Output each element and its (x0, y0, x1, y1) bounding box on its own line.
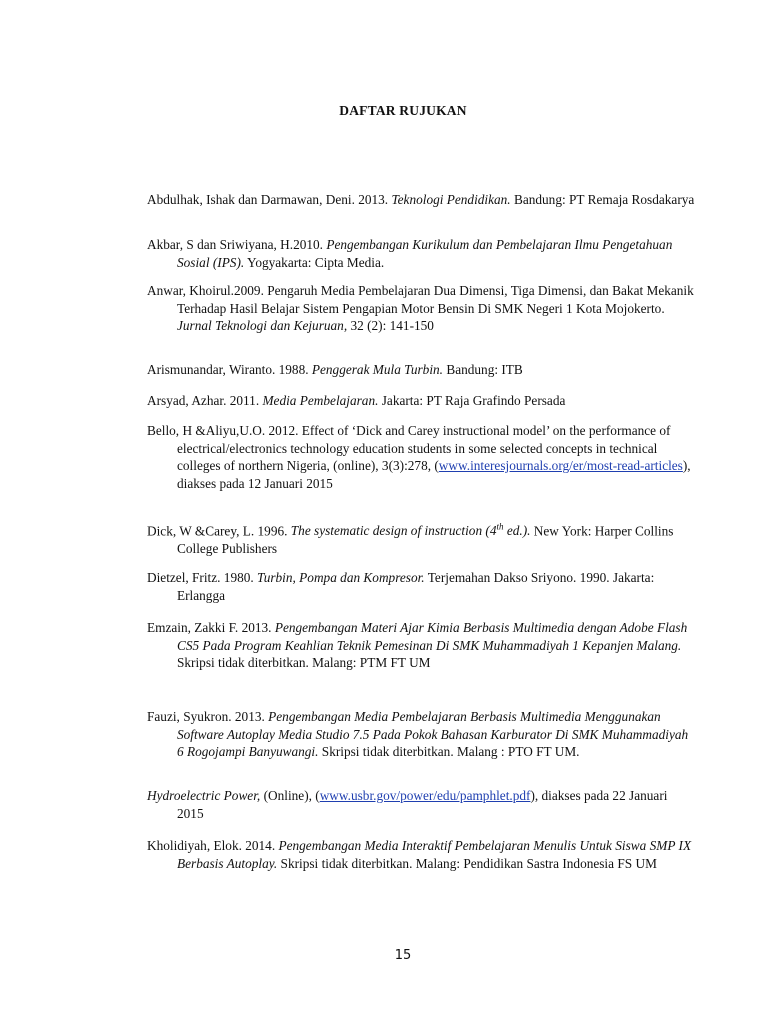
reference-entry: Emzain, Zakki F. 2013. Pengembangan Materi Ajar Kimia Berbasis Multimedia dengan Adobe Flash CS5 Pada Program Keahlian Teknik Pemesinan Di SMK Muhammadiyah 1 Kepanjen Malang. Skripsi tidak diterbitkan. Malang: PTM FT UM (147, 620, 688, 670)
reference-entry: Anwar, Khoirul.2009. Pengaruh Media Pembelajaran Dua Dimensi, Tiga Dimensi, dan Bakat Mekanik Terhadap Hasil Belajar Sistem Pengapian Motor Bensin Di SMK Negeri 1 Kota Mojokerto. Jurnal Teknologi dan Kejuruan, 32 (2): 141-150 (147, 283, 694, 333)
reference-entry: Akbar, S dan Sriwiyana, H.2010. Pengembangan Kurikulum dan Pembelajaran Ilmu Pengetahuan Sosial (IPS). Yogyakarta: Cipta Media. (147, 237, 673, 270)
reference-link[interactable]: www.interesjournals.org/er/most-read-articles (438, 458, 683, 473)
reference-entry: Arismunandar, Wiranto. 1988. Penggerak Mula Turbin. Bandung: ITB (147, 362, 523, 377)
reference-entry: Hydroelectric Power, (Online), (www.usbr.gov/power/edu/pamphlet.pdf), diakses pada 22 Januari 2015 (147, 788, 668, 821)
reference-entry: Dick, W &Carey, L. 1996. The systematic design of instruction (4th ed.). New York: Harper Collins College Publishers (147, 522, 674, 556)
reference-entry: Dietzel, Fritz. 1980. Turbin, Pompa dan Kompresor. Terjemahan Dakso Sriyono. 1990. Jakarta: Erlangga (147, 570, 655, 603)
page-title: DAFTAR RUJUKAN (339, 103, 467, 118)
reference-entry: Arsyad, Azhar. 2011. Media Pembelajaran. Jakarta: PT Raja Grafindo Persada (147, 393, 566, 408)
reference-entry: Bello, H &Aliyu,U.O. 2012. Effect of ‘Dick and Carey instructional model’ on the performance of electrical/electronics technology education students in some selected concepts in technical colleges of northern Nigeria, (online), 3(3):278, (www.interesjournals.org/er/most-read-articles), diakses pada 12 Januari 2015 (147, 423, 691, 491)
reference-entry: Abdulhak, Ishak dan Darmawan, Deni. 2013. Teknologi Pendidikan. Bandung: PT Remaja Rosdakarya (147, 192, 695, 207)
reference-entry: Kholidiyah, Elok. 2014. Pengembangan Media Interaktif Pembelajaran Menulis Untuk Siswa SMP IX Berbasis Autoplay. Skripsi tidak diterbitkan. Malang: Pendidikan Sastra Indonesia FS UM (147, 838, 692, 871)
page-number: 15 (394, 948, 412, 963)
reference-entry: Fauzi, Syukron. 2013. Pengembangan Media Pembelajaran Berbasis Multimedia Menggunakan Software Autoplay Media Studio 7.5 Pada Pokok Bahasan Karburator Di SMK Muhammadiyah 6 Rogojampi Banyuwangi. Skripsi tidak diterbitkan. Malang : PTO FT UM. (147, 709, 689, 759)
reference-link[interactable]: www.usbr.gov/power/edu/pamphlet.pdf (319, 788, 531, 803)
